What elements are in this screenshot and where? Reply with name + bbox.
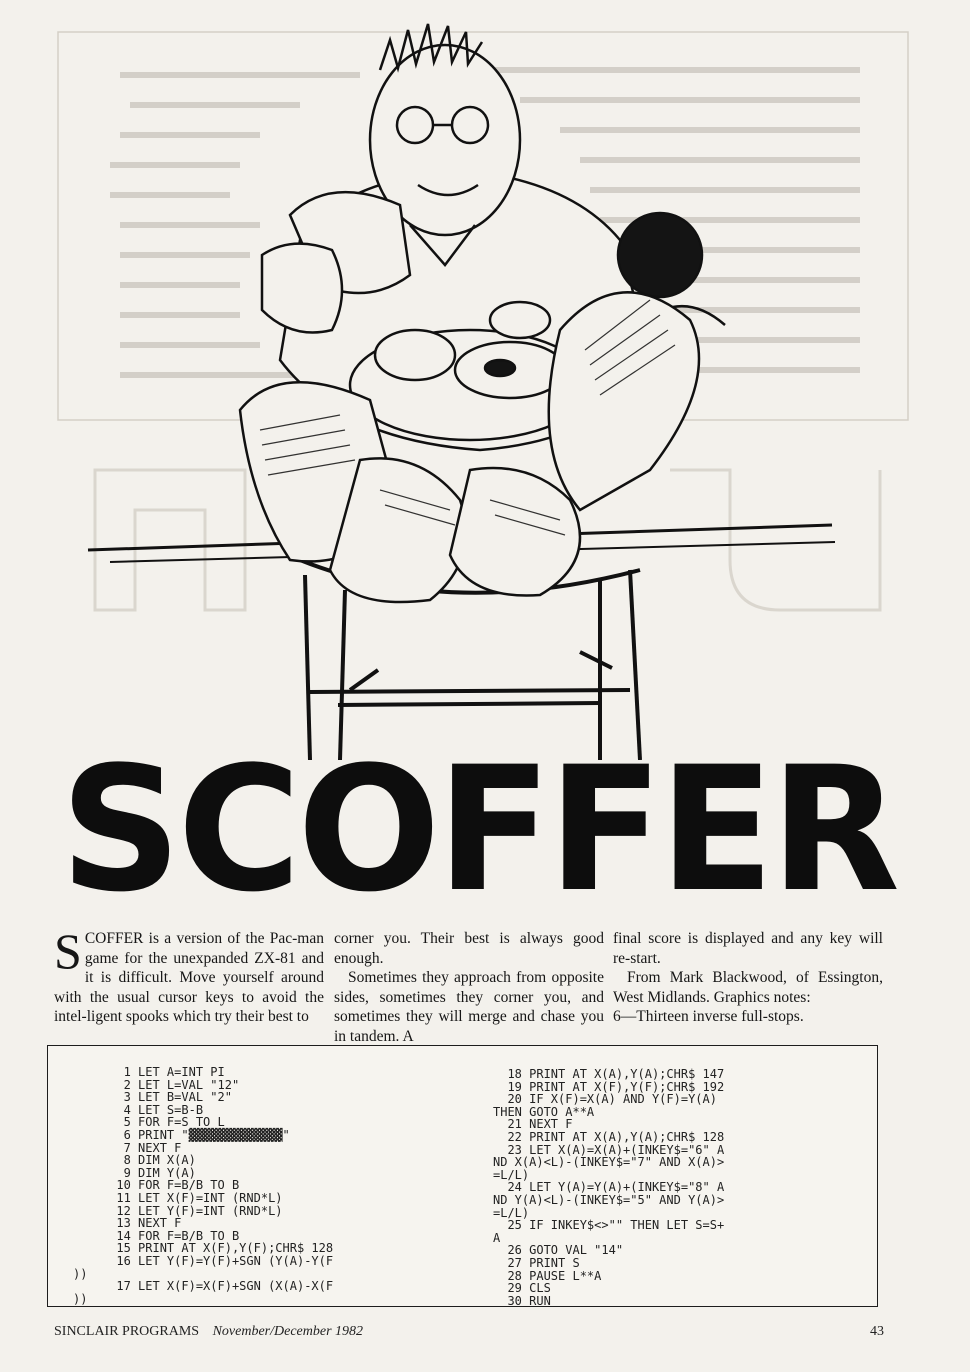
page-title: SCOFFER [60,729,897,930]
article-column-2 [334,929,604,1046]
drop-cap: S [54,923,82,979]
page-number: 43 [870,1324,884,1339]
article-text: COFFER is a version of the Pac-man game for the unexpanded ZX-81 and it is difficult. Move yourself around with the usual cursor keys to avoid the intel-ligent spooks which try their best to [54,930,324,1025]
listing-right-column: 18 PRINT AT X(A),Y(A);CHR$ 147 19 PRINT AT X(F),Y(F);CHR$ 192 20 IF X(F)=X(A) AND Y(F)=Y(A) THEN GOTO A**A 21 NEXT F 22 PRINT AT X(A),Y(A);CHR$ 128 23 LET X(A)=X(A)+(INKEY$="6" A ND X(A)<L)-(INKEY$="7" AND X(A)> =L/L) 24 LET Y(A)=Y(A)+(INKEY$="8" A ND Y(A)<L)-(INKEY$="5" AND Y(A)> =L/L) 25 IF INKEY$<>"" THEN LET S=S+ A 26 GOTO VAL "14" 27 PRINT S 28 PAUSE L**A 29 CLS 30 RUN [493,1067,725,1308]
magazine-name: SINCLAIR PROGRAMS [54,1324,200,1339]
article-column-3 [613,929,883,1027]
article-paragraph: final score is displayed and any key will re-start. [613,930,883,967]
issue-date: November/December 1982 [212,1324,364,1339]
article-paragraph: Sometimes they approach from opposite sides, sometimes they corner you, and sometimes they will merge and chase you in tandem. A [334,969,604,1045]
page-footer [54,1324,884,1344]
graphics-note: 6—Thirteen inverse full-stops. [613,1008,804,1025]
article-column-1 [54,923,324,1027]
article-paragraph: From Mark Blackwood, of Essington, West Midlands. Graphics notes: [613,969,883,1006]
article-paragraph: corner you. Their best is always good enough. [334,930,604,967]
program-listing [47,1045,878,1307]
listing-left-column: 1 LET A=INT PI 2 LET L=VAL "12" 3 LET B=VAL "2" 4 LET S=B-B 5 FOR F=S TO L 6 PRINT "▓▓▓▓▓▓▓▓▓▓▓▓▓" 7 NEXT F 8 DIM X(A) 9 DIM Y(A) 10 FOR F=B/B TO B 11 LET X(F)=INT (RND*L) 12 LET Y(F)=INT (RND*L) 13 NEXT F 14 FOR F=B/B TO B 15 PRINT AT X(F),Y(F);CHR$ 128 16 LET Y(F)=Y(F)+SGN (Y(A)-Y(F )) 17 LET X(F)=X(F)+SGN (X(A)-X(F )) [73,1065,334,1306]
